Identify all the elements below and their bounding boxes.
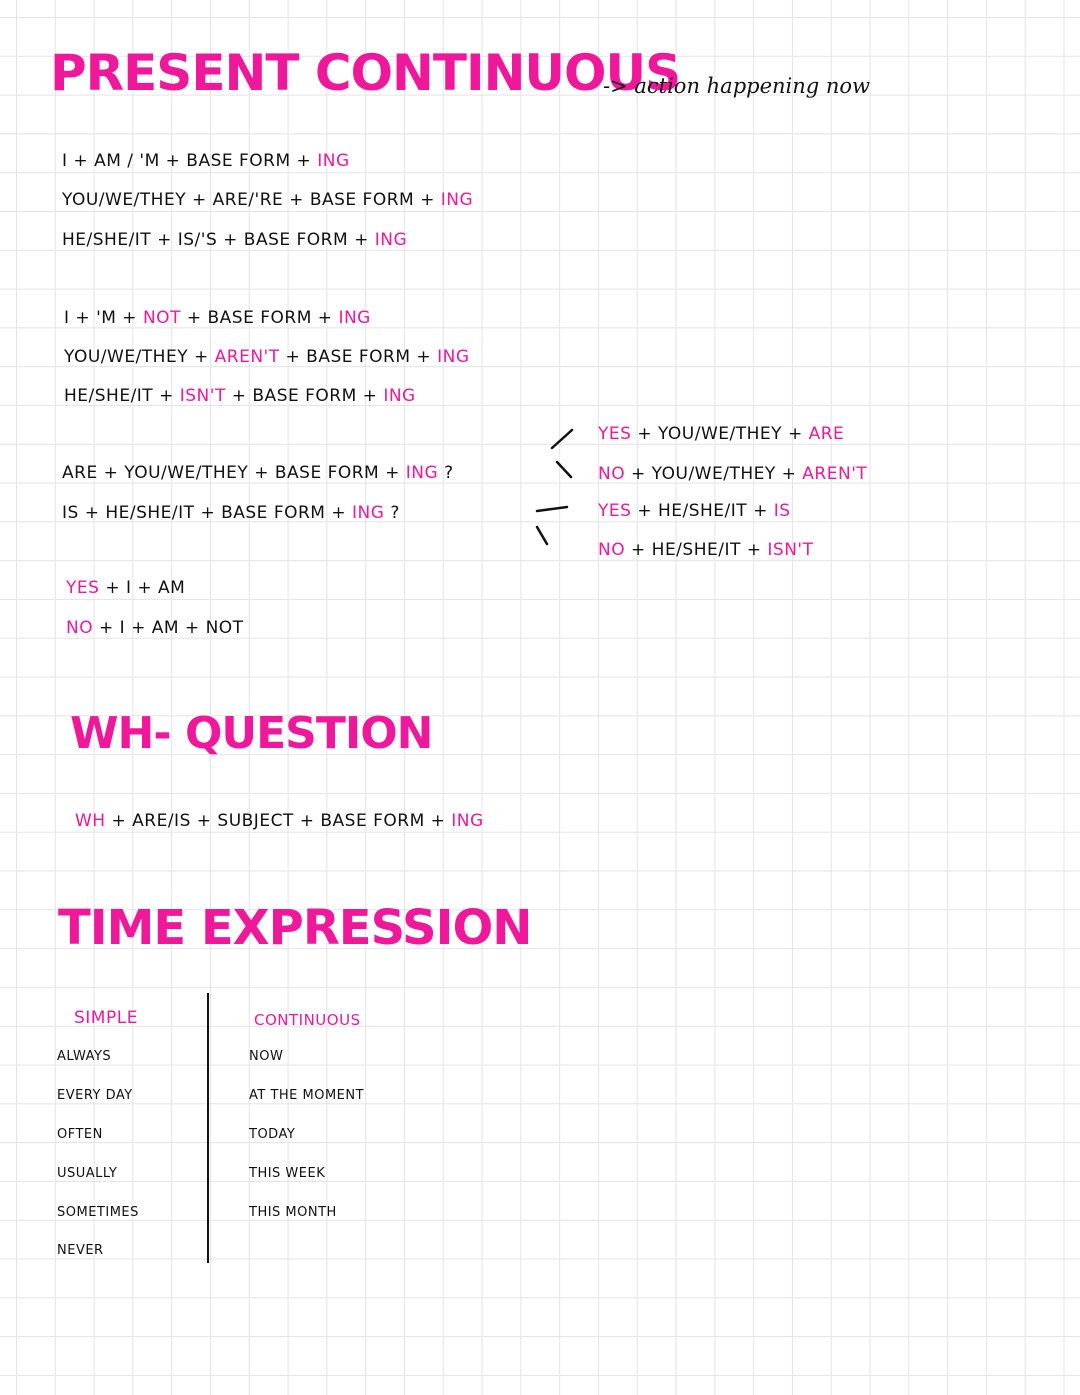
rule-line — [62, 503, 400, 523]
highlight-text: NO — [598, 464, 626, 484]
rule-text: + HE/SHE/IT + — [625, 540, 768, 560]
highlight-text: YES — [598, 501, 632, 521]
highlight-text: NO — [598, 540, 626, 560]
rule-text: ? — [384, 503, 400, 523]
highlight-text: ING — [451, 811, 484, 831]
highlight-text: NO — [66, 618, 94, 638]
rule-text: I + 'M + — [64, 308, 143, 328]
time-expression-heading: TIME EXPRESSION — [58, 900, 532, 956]
highlight-text: WH — [75, 811, 106, 831]
continuous-time-expression: THIS WEEK — [249, 1166, 326, 1181]
page-title: PRESENT CONTINUOUS — [50, 44, 681, 102]
rule-line — [66, 618, 244, 638]
continuous-time-expression: NOW — [249, 1049, 284, 1064]
continuous-time-expression: AT THE MOMENT — [249, 1088, 365, 1103]
highlight-text: ING — [440, 190, 474, 210]
rule-line — [66, 578, 185, 598]
rule-line — [64, 386, 416, 406]
rule-text: + I + AM + NOT — [93, 618, 244, 638]
simple-time-expression: NEVER — [57, 1243, 104, 1258]
simple-time-expression: OFTEN — [57, 1127, 103, 1142]
table-divider — [207, 993, 209, 1263]
highlight-text: NOT — [142, 308, 181, 328]
rule-text: ARE + YOU/WE/THEY + BASE FORM + — [62, 463, 406, 483]
rule-line — [62, 190, 473, 210]
rule-text: + BASE FORM + — [180, 308, 339, 328]
wh-question-heading: WH- QUESTION — [70, 708, 433, 759]
highlight-text: ING — [437, 347, 470, 367]
rule-text: + BASE FORM + — [279, 347, 438, 367]
rule-line — [62, 151, 350, 171]
rule-line — [598, 540, 814, 560]
rule-text: YOU/WE/THEY + ARE/'RE + BASE FORM + — [62, 190, 441, 210]
highlight-text: ING — [338, 308, 371, 328]
simple-header: SIMPLE — [74, 1008, 138, 1028]
rule-line — [75, 811, 484, 831]
title-note: -> action happening now — [603, 74, 871, 98]
rule-text: IS + HE/SHE/IT + BASE FORM + — [62, 503, 353, 523]
rule-text: I + AM / 'M + BASE FORM + — [62, 151, 318, 171]
simple-time-expression: EVERY DAY — [57, 1088, 133, 1103]
rule-line — [598, 464, 867, 484]
rule-line — [64, 308, 371, 328]
rule-text: ? — [438, 463, 454, 483]
rule-line — [598, 424, 844, 444]
continuous-time-expression: THIS MONTH — [249, 1205, 337, 1220]
rule-text: + HE/SHE/IT + — [631, 501, 774, 521]
highlight-text: ING — [374, 230, 408, 250]
highlight-text: ISN'T — [767, 540, 814, 560]
highlight-text: AREN'T — [214, 347, 280, 367]
highlight-text: ING — [383, 386, 416, 406]
rule-text: HE/SHE/IT + IS/'S + BASE FORM + — [62, 230, 375, 250]
highlight-text: YES — [598, 424, 632, 444]
rule-line — [62, 230, 407, 250]
rule-text: + YOU/WE/THEY + — [631, 424, 809, 444]
rule-text: HE/SHE/IT + — [64, 386, 180, 406]
simple-time-expression: SOMETIMES — [57, 1205, 139, 1220]
continuous-time-expression: TODAY — [249, 1127, 296, 1142]
rule-text: + BASE FORM + — [225, 386, 384, 406]
highlight-text: ING — [317, 151, 350, 171]
rule-line — [598, 501, 791, 521]
rule-text: YOU/WE/THEY + — [64, 347, 215, 367]
highlight-text: YES — [66, 578, 100, 598]
highlight-text: IS — [773, 501, 791, 521]
highlight-text: AREN'T — [802, 464, 868, 484]
highlight-text: ING — [405, 463, 439, 483]
highlight-text: ISN'T — [179, 386, 226, 406]
simple-time-expression: USUALLY — [57, 1166, 118, 1181]
highlight-text: ING — [352, 503, 385, 523]
rule-text: + ARE/IS + SUBJECT + BASE FORM + — [105, 811, 452, 831]
highlight-text: ARE — [808, 424, 845, 444]
rule-line — [64, 347, 470, 367]
bracket-icon — [525, 420, 575, 555]
rule-text: + I + AM — [99, 578, 186, 598]
simple-time-expression: ALWAYS — [57, 1049, 112, 1064]
rule-text: + YOU/WE/THEY + — [625, 464, 803, 484]
continuous-header: CONTINUOUS — [254, 1011, 361, 1029]
rule-line — [62, 463, 454, 483]
